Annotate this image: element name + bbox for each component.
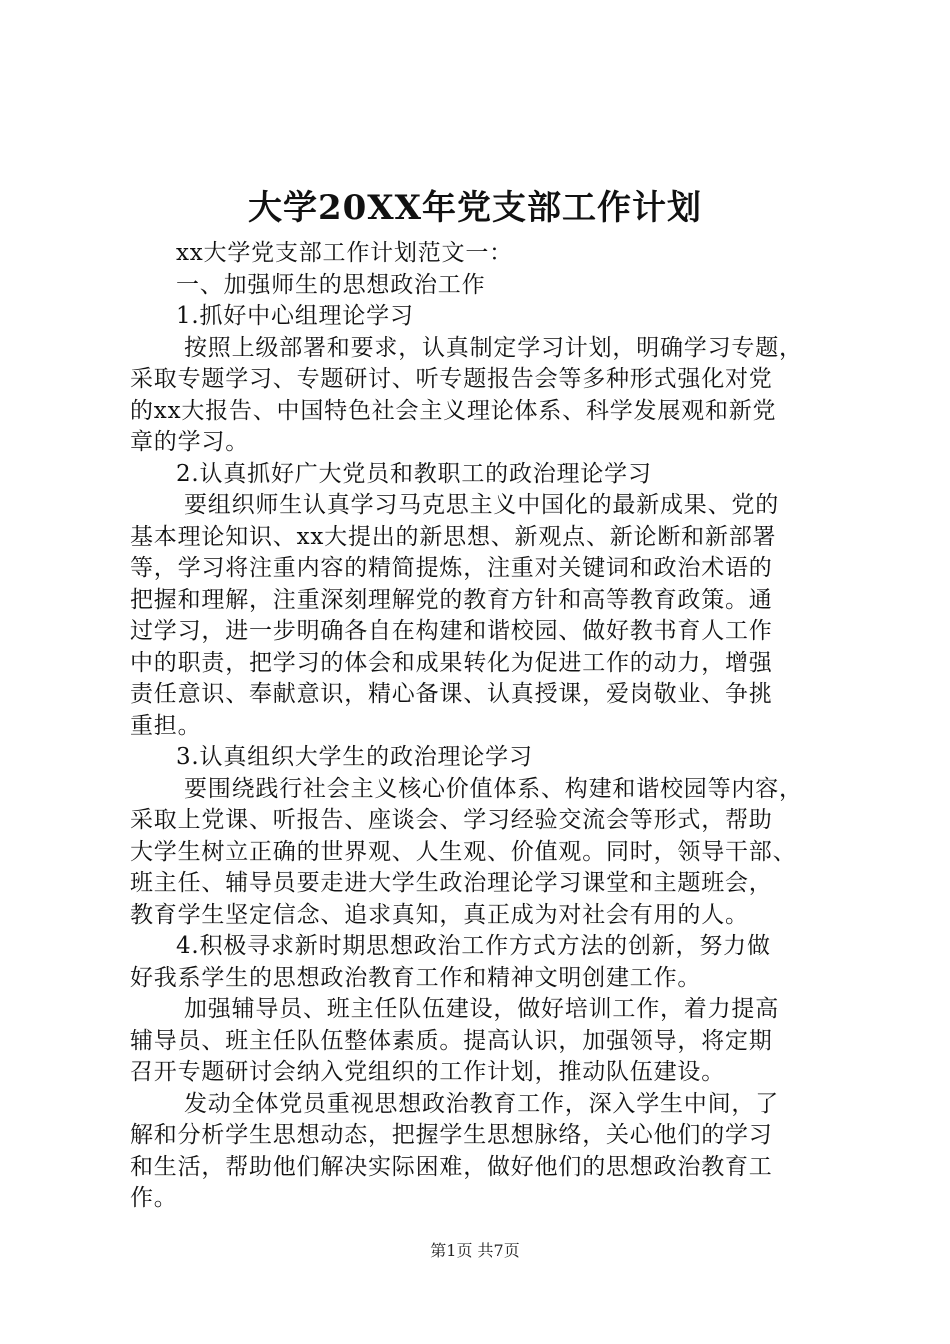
text-line: xx大学党支部工作计划范文一： (176, 240, 513, 266)
text-line: 班主任、辅导员要走进大学生政治理论学习课堂和主题班会， (130, 870, 773, 896)
text-line: 章的学习。 (130, 429, 249, 455)
page-footer: 第1页 共7页 (430, 1241, 520, 1260)
text-line: 重担。 (130, 712, 202, 739)
text-line: 采取上党课、听报告、座谈会、学习经验交流会等形式，帮助 (130, 807, 773, 833)
text-line: 3.认真组织大学生的政治理论学习 (176, 744, 533, 770)
text-line: 和生活，帮助他们解决实际困难，做好他们的思想政治教育工 (130, 1153, 773, 1180)
text-line: 辅导员、班主任队伍整体素质。提高认识，加强领导，将定期 (130, 1027, 773, 1054)
text-line: 中的职责，把学习的体会和成果转化为促进工作的动力，增强 (130, 649, 773, 676)
text-line: 2.认真抓好广大党员和教职工的政治理论学习 (176, 460, 652, 487)
text-line: 要组织师生认真学习马克思主义中国化的最新成果、党的 (184, 492, 779, 518)
document-title: 大学20XX年党支部工作计划 (247, 188, 703, 228)
text-line: 大学生树立正确的世界观、人生观、价值观。同时，领导干部、 (130, 838, 797, 865)
text-line: 的xx大报告、中国特色社会主义理论体系、科学发展观和新党 (130, 397, 777, 424)
text-line: 加强辅导员、班主任队伍建设，做好培训工作，着力提高 (184, 996, 779, 1022)
text-line: 召开专题研讨会纳入党组织的工作计划，推动队伍建设。 (130, 1059, 725, 1085)
text-line: 作。 (130, 1185, 178, 1211)
text-line: 解和分析学生思想动态，把握学生思想脉络，关心他们的学习 (130, 1122, 773, 1148)
text-line: 把握和理解，注重深刻理解党的教育方针和高等教育政策。通 (130, 586, 773, 613)
text-line: 教育学生坚定信念、追求真知，真正成为对社会有用的人。 (130, 901, 749, 928)
text-line: 要围绕践行社会主义核心价值体系、构建和谐校园等内容， (184, 775, 803, 802)
text-line: 1.抓好中心组理论学习 (176, 303, 414, 329)
text-line: 责任意识、奉献意识，精心备课、认真授课，爱岗敬业、争挑 (130, 681, 773, 707)
text-line: 按照上级部署和要求，认真制定学习计划，明确学习专题， (184, 334, 803, 361)
text-line: 基本理论知识、xx大提出的新思想、新观点、新论断和新部署 (130, 523, 777, 550)
text-line: 等，学习将注重内容的精简提炼，注重对关键词和政治术语的 (130, 555, 773, 581)
text-line: 好我系学生的思想政治教育工作和精神文明创建工作。 (130, 964, 702, 991)
document-body (130, 238, 842, 1215)
text-line: 发动全体党员重视思想政治教育工作，深入学生中间，了 (184, 1090, 779, 1117)
text-line: 采取专题学习、专题研讨、听专题报告会等多种形式强化对党 (130, 366, 773, 392)
text-line: 4.积极寻求新时期思想政治工作方式方法的创新，努力做 (176, 933, 771, 959)
text-line: 一、加强师生的思想政治工作 (176, 271, 486, 298)
text-line: 过学习，进一步明确各自在构建和谐校园、做好教书育人工作 (130, 618, 773, 644)
